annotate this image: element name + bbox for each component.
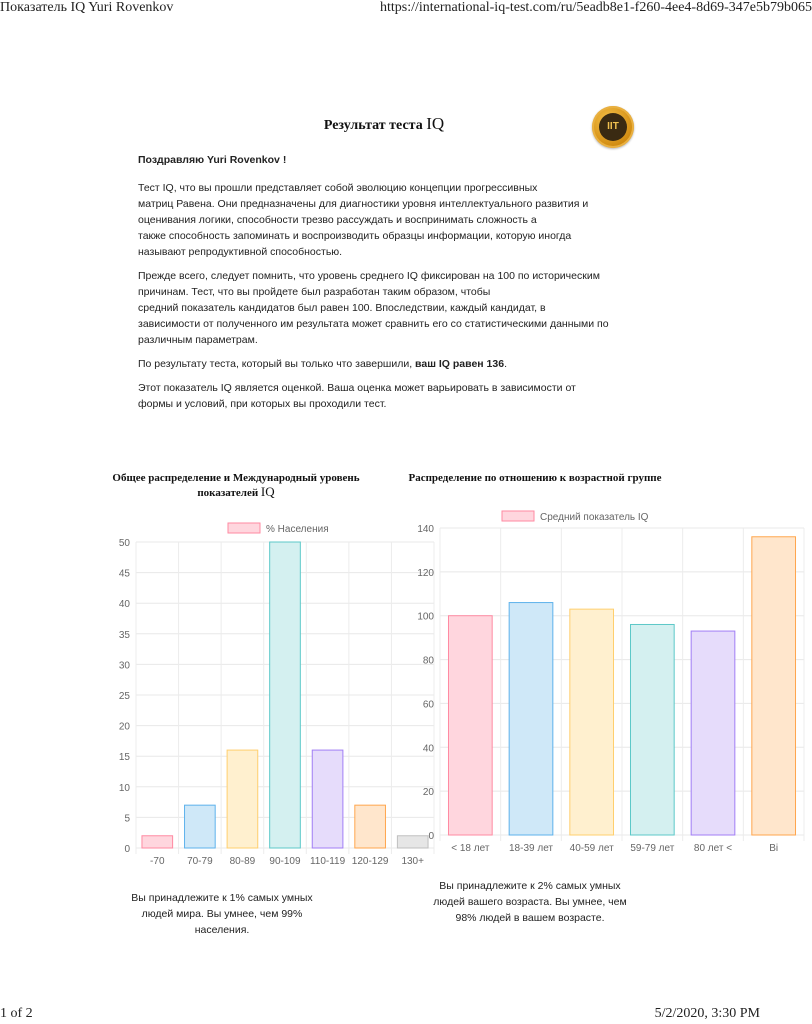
print-page-title: Показатель IQ Yuri Rovenkov: [0, 0, 174, 15]
page-title-text: Результат теста: [323, 118, 423, 133]
chart1-title-line2: показателей: [197, 487, 259, 499]
p1-line: называют репродуктивной способностью.: [138, 246, 343, 258]
y-tick-label: 40: [118, 599, 130, 611]
bar: [355, 805, 386, 848]
x-tick-label: 70-79: [187, 856, 213, 867]
caption-world-line: людей мира. Вы умнее, чем 99%: [141, 908, 303, 920]
x-tick-label: 40-59 лет: [569, 843, 614, 854]
p3-prefix: По результату теста, который вы только что завершили,: [138, 358, 416, 370]
y-tick-label: 80: [422, 655, 434, 667]
y-tick-label: 10: [118, 782, 130, 794]
y-tick-label: 50: [118, 538, 130, 549]
y-tick-label: 60: [422, 699, 434, 711]
y-tick-label: 20: [422, 787, 434, 799]
bar: [630, 624, 674, 835]
paragraph-2: [138, 268, 638, 348]
y-tick-label: 35: [118, 629, 130, 641]
bar: [312, 750, 343, 848]
greeting: Поздравляю Yuri Rovenkov !: [138, 154, 287, 166]
paragraph-3: [138, 356, 638, 372]
y-tick-label: 5: [124, 813, 130, 825]
chart2-title: [390, 472, 680, 485]
bar: [270, 542, 301, 848]
caption-age-line: людей вашего возраста. Вы умнее, чем: [433, 896, 627, 908]
badge-label: IIT: [599, 113, 627, 141]
p1-line: оценивания логики, способности трезво рассуждать и воспринимать сложность а: [138, 214, 537, 226]
p1-line: матриц Равена. Они предназначены для диагностики уровня интеллектуального развития и: [138, 198, 589, 210]
x-tick-label: 110-119: [309, 856, 346, 867]
legend-label: Средний показатель IQ: [540, 512, 649, 523]
x-tick-label: -70: [150, 856, 165, 867]
y-tick-label: 45: [118, 568, 130, 580]
bar: [752, 537, 796, 835]
legend-swatch: [228, 523, 260, 533]
p3-suffix: .: [504, 358, 507, 370]
x-tick-label: 18-39 лет: [509, 843, 553, 854]
iit-badge-icon: [592, 106, 634, 148]
p2-line: причинам. Тест, что вы пройдете был разработан таким образом, чтобы: [138, 286, 491, 298]
x-tick-label: 90-109: [269, 856, 301, 867]
p2-line: различным параметрам.: [138, 334, 258, 346]
y-tick-label: 100: [417, 611, 434, 623]
age-group-chart: [396, 500, 779, 862]
x-tick-label: Ві: [769, 843, 779, 854]
caption-world-line: Вы принадлежите к 1% самых умных: [131, 892, 313, 904]
legend-label: % Населения: [266, 524, 329, 535]
print-page-number: 1 of 2: [0, 1006, 33, 1021]
p2-line: Прежде всего, следует помнить, что уровень среднего IQ фиксирован на 100 по историческим: [138, 270, 600, 282]
y-tick-label: 0: [428, 831, 434, 842]
x-tick-label: 120-129: [351, 856, 389, 867]
bar: [448, 616, 492, 835]
chart2-title-line1: Распределение по отношению к возрастной группе: [408, 472, 662, 484]
x-tick-label: 59-79 лет: [630, 843, 675, 854]
p4-line: формы и условий, при которых вы проходили тест.: [138, 398, 387, 410]
print-datetime: 5/2/2020, 3:30 PM: [654, 1006, 760, 1021]
bar: [142, 836, 173, 848]
p1-line: также способность запоминать и воспроизводить образцы информации, которую иногда: [138, 230, 572, 242]
paragraph-1: [138, 180, 638, 260]
x-tick-label: < 18 лет: [451, 843, 490, 854]
p4-line: Этот показатель IQ является оценкой. Ваша оценка может варьировать в зависимости от: [138, 382, 576, 394]
result-text: [138, 152, 638, 420]
caption-age-line: 98% людей в вашем возрасте.: [455, 912, 605, 924]
caption-world-line: населения.: [194, 924, 250, 936]
y-tick-label: 25: [118, 691, 130, 702]
p2-line: средний показатель кандидатов был равен 100. Впоследствии, каждый кандидат, в: [138, 302, 546, 314]
x-tick-label: 130+: [401, 856, 424, 867]
y-tick-label: 0: [124, 844, 130, 855]
page-title-iq: IQ: [426, 114, 445, 133]
p1-line: Тест IQ, что вы прошли представляет собой эволюцию концепции прогрессивных: [138, 182, 538, 194]
x-tick-label: 80 лет <: [693, 843, 733, 854]
chart1-title-iq: IQ: [260, 484, 275, 499]
chart1-title-line1: Общее распределение и Международный уровень: [112, 472, 360, 484]
bar: [185, 805, 216, 848]
print-url[interactable]: https://international-iq-test.com/ru/5eadb8e1-f260-4ee4-8d69-347e5b79b065: [380, 0, 812, 15]
p2-line: зависимости от полученного им результата может сравнить его со статистическими данными по: [138, 318, 609, 330]
caption-world: [122, 890, 322, 938]
caption-age-line: Вы принадлежите к 2% самых умных: [439, 880, 621, 892]
bar: [570, 609, 614, 835]
y-tick-label: 20: [118, 721, 130, 733]
chart1-title: [96, 472, 376, 500]
x-tick-label: 80-89: [229, 856, 256, 867]
bar: [509, 603, 553, 835]
y-tick-label: 140: [417, 524, 434, 535]
iq-score: ваш IQ равен 136: [415, 358, 505, 370]
bar: [227, 750, 258, 848]
y-tick-label: 30: [118, 660, 130, 672]
y-tick-label: 120: [417, 567, 434, 579]
y-tick-label: 15: [118, 752, 130, 764]
paragraph-4: [138, 380, 638, 412]
bar: [691, 631, 735, 835]
legend-swatch: [502, 511, 534, 521]
caption-age: [410, 878, 650, 926]
iq-distribution-chart: [104, 508, 440, 870]
page-title: [0, 114, 768, 134]
y-tick-label: 40: [422, 743, 434, 755]
